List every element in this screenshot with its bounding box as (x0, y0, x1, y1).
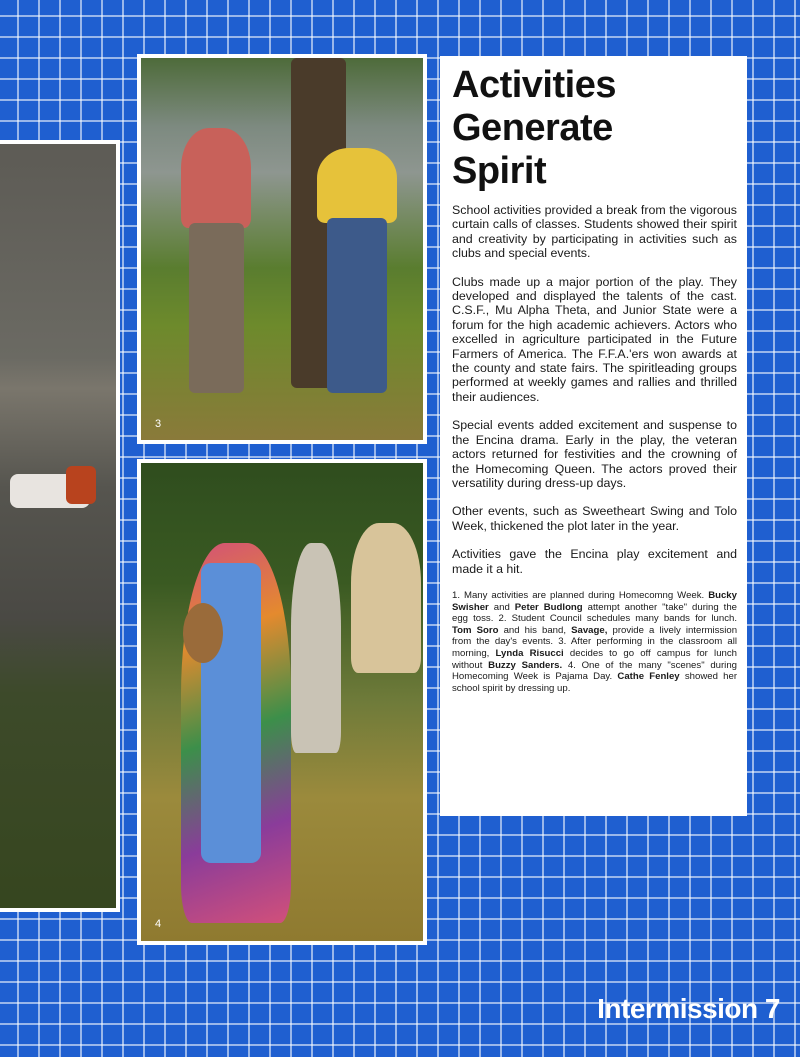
paragraph-4: Other events, such as Sweetheart Swing and Tolo Week, thickened the plot later in the year. (452, 504, 737, 533)
caption-name: Bucky Swisher (452, 589, 737, 613)
caption-name: Cathe Fenley (617, 671, 680, 683)
caption-name: Buzzy Sanders. (488, 659, 563, 671)
photo-left-partial (0, 140, 120, 912)
headline: Activities Generate Spirit (452, 64, 616, 192)
caption-text: showed her school spirit by dressing up. (452, 671, 738, 694)
paragraph-2: Clubs made up a major portion of the play. They developed and displayed the talents of the cast. C.S.F., Mu Alpha Theta, and Junior State were a forum for the high academic achievers. Actors who excelled in agriculture participated in the Future Farmers of America. The F.F.A.'ers won awards at the county and state fairs. The spiritleading groups performed at weekly games and rallies and thrilled their audiences. (452, 274, 737, 404)
caption-text: and his band, (503, 624, 567, 636)
photo-number-4: 4 (155, 918, 162, 930)
photo-3 (137, 54, 427, 444)
caption-text: attempt another "take" during the egg toss. 2. Student Council schedules many bands for lunch. (452, 601, 738, 625)
caption-text: provide a lively intermission from the day's events. 3. After performing in the classroom all morning, (452, 624, 738, 659)
paragraph-1: School activities provided a break from the vigorous curtain calls of classes. Students showed their spirit and creativity by participating in activities such as clubs and special events. (452, 203, 737, 261)
caption-text: 4. One of the many "scenes" during Homecoming Week is Pajama Day. (452, 659, 737, 683)
photo-number-3: 3 (155, 418, 162, 430)
caption-name: Tom Soro (452, 624, 499, 636)
caption-name: Peter Budlong (514, 601, 583, 613)
photo-captions (452, 590, 737, 694)
caption-text: and (493, 601, 510, 613)
photo-4 (137, 459, 427, 945)
paragraph-3: Special events added excitement and suspense to the Encina drama. Early in the play, the veteran actors returned for festivities and the crowning of the Homecoming Queen. The actors proved their versatility during dress-up days. (452, 418, 737, 490)
caption-name: Savage, (571, 624, 608, 636)
caption-text: decides to go off campus for lunch without (452, 647, 737, 671)
caption-name: Lynda Risucci (495, 647, 564, 659)
paragraph-5: Activities gave the Encina play excitement and made it a hit. (452, 547, 737, 576)
article-panel (440, 56, 747, 816)
page-footer: Intermission 7 (597, 993, 780, 1024)
caption-text: 1. Many activities are planned during Homecomng Week. (452, 589, 705, 601)
